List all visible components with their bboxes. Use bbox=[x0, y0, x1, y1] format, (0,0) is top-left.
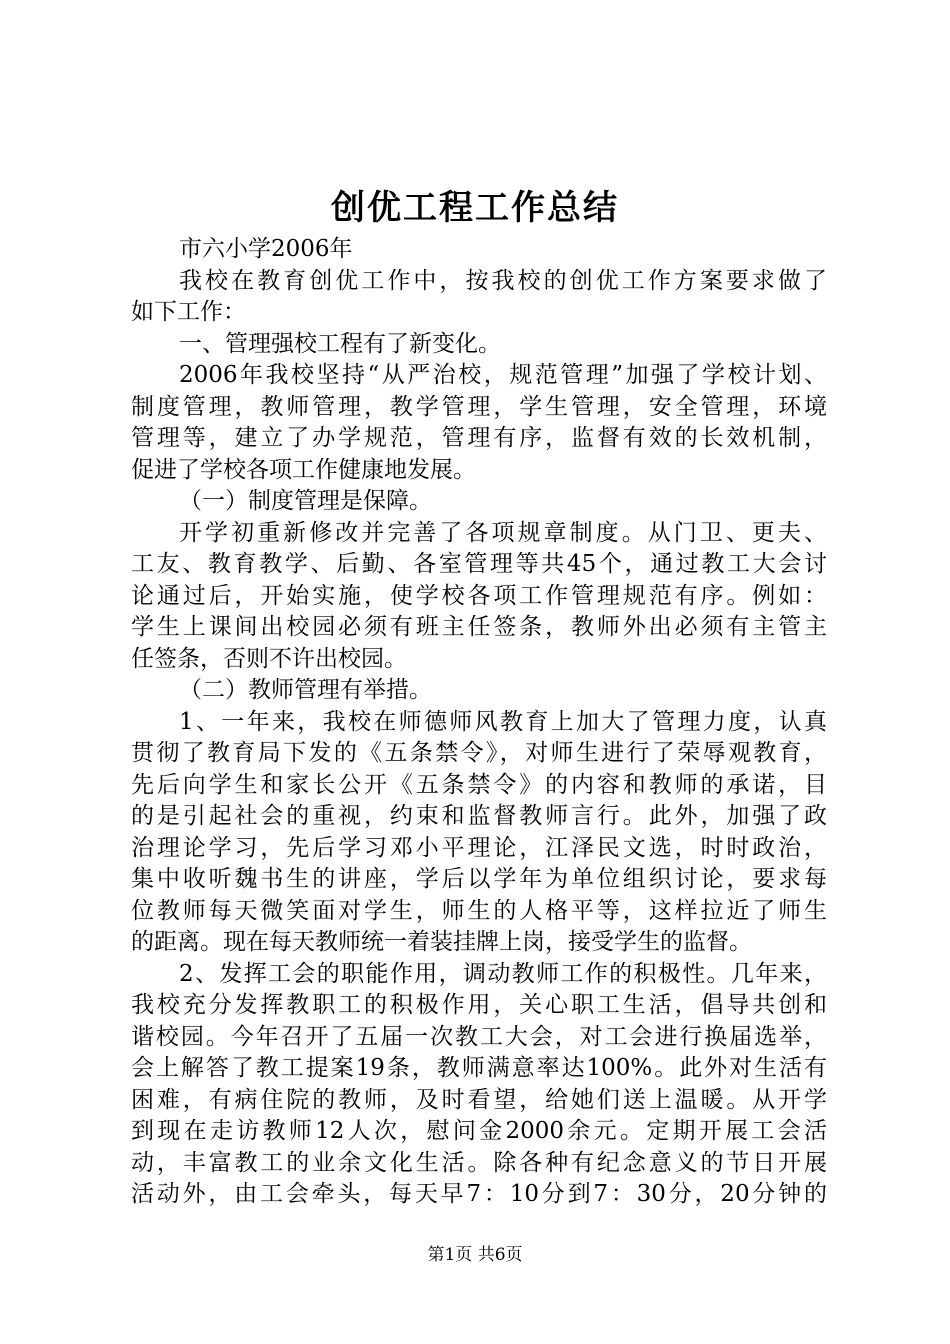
text-line: 动，丰富教工的业余文化生活。除各种有纪念意义的节日开展 bbox=[131, 1149, 827, 1176]
paragraph bbox=[131, 486, 827, 518]
text-line: 2006年我校坚持“从严治校，规范管理”加强了学校计划、 bbox=[179, 362, 827, 388]
paragraph bbox=[131, 360, 827, 486]
paragraph bbox=[131, 518, 827, 676]
document-body bbox=[131, 234, 827, 1211]
text-line: 贯彻了教育局下发的《五条禁令》，对师生进行了荣辱观教育， bbox=[131, 740, 827, 766]
text-line: （二）教师管理有举措。 bbox=[179, 677, 432, 703]
text-line: 工友、教育教学、后勤、各室管理等共45个，通过教工大会讨 bbox=[131, 551, 827, 577]
text-line: 活动外，由工会牵头，每天早7：10分到7：30分，20分钟的 bbox=[131, 1181, 827, 1207]
text-line: 2、发挥工会的职能作用，调动教师工作的积极性。几年来， bbox=[179, 960, 827, 987]
text-line: 治理论学习，先后学习邓小平理论，江泽民文选，时时政治， bbox=[131, 834, 827, 861]
text-line: 我校在教育创优工作中，按我校的创优工作方案要求做了 bbox=[179, 267, 827, 294]
text-line: 管理等，建立了办学规范，管理有序，监督有效的长效机制， bbox=[131, 425, 827, 451]
paragraph bbox=[131, 234, 827, 266]
text-line: 到现在走访教师12人次，慰问金2000余元。定期开展工会活 bbox=[131, 1118, 827, 1144]
text-line: 学生上课间出校园必须有班主任签条，教师外出必须有主管主 bbox=[131, 614, 827, 640]
text-line: 开学初重新修改并完善了各项规章制度。从门卫、更夫、 bbox=[179, 519, 827, 546]
paragraph bbox=[131, 675, 827, 707]
text-line: 论通过后，开始实施，使学校各项工作管理规范有序。例如： bbox=[131, 582, 827, 609]
text-line: 如下工作： bbox=[131, 299, 246, 325]
paragraph bbox=[131, 266, 827, 329]
text-line: 困难，有病住院的教师，及时看望，给她们送上温暖。从开学 bbox=[131, 1086, 827, 1113]
text-line: 1、一年来，我校在师德师风教育上加大了管理力度，认真 bbox=[179, 708, 827, 735]
text-line: 位教师每天微笑面对学生，师生的人格平等，这样拉近了师生 bbox=[131, 897, 827, 924]
text-line: 的距离。现在每天教师统一着装挂牌上岗，接受学生的监督。 bbox=[131, 929, 752, 955]
page-footer: 第1页 共6页 bbox=[427, 1245, 523, 1265]
paragraph bbox=[131, 329, 827, 361]
text-line: 任签条，否则不许出校园。 bbox=[131, 645, 407, 672]
paragraph bbox=[131, 959, 827, 1211]
text-line: 促进了学校各项工作健康地发展。 bbox=[131, 456, 476, 483]
paragraph bbox=[131, 707, 827, 959]
text-line: （一）制度管理是保障。 bbox=[179, 488, 432, 514]
text-line: 集中收听魏书生的讲座，学后以学年为单位组织讨论，要求每 bbox=[131, 866, 827, 892]
text-line: 我校充分发挥教职工的积极作用，关心职工生活，倡导共创和 bbox=[131, 992, 827, 1018]
text-line: 谐校园。今年召开了五届一次教工大会，对工会进行换届选举， bbox=[131, 1023, 827, 1050]
text-line: 市六小学2006年 bbox=[179, 236, 353, 262]
document-title: 创优工程工作总结 bbox=[331, 188, 619, 228]
text-line: 先后向学生和家长公开《五条禁令》的内容和教师的承诺，目 bbox=[131, 771, 827, 798]
text-line: 的是引起社会的重视，约束和监督教师言行。此外，加强了政 bbox=[131, 803, 827, 829]
text-line: 一、管理强校工程有了新变化。 bbox=[179, 330, 501, 357]
text-line: 制度管理，教师管理，教学管理，学生管理，安全管理，环境 bbox=[131, 393, 827, 420]
text-line: 会上解答了教工提案19条，教师满意率达100%。此外对生活有 bbox=[131, 1055, 827, 1081]
